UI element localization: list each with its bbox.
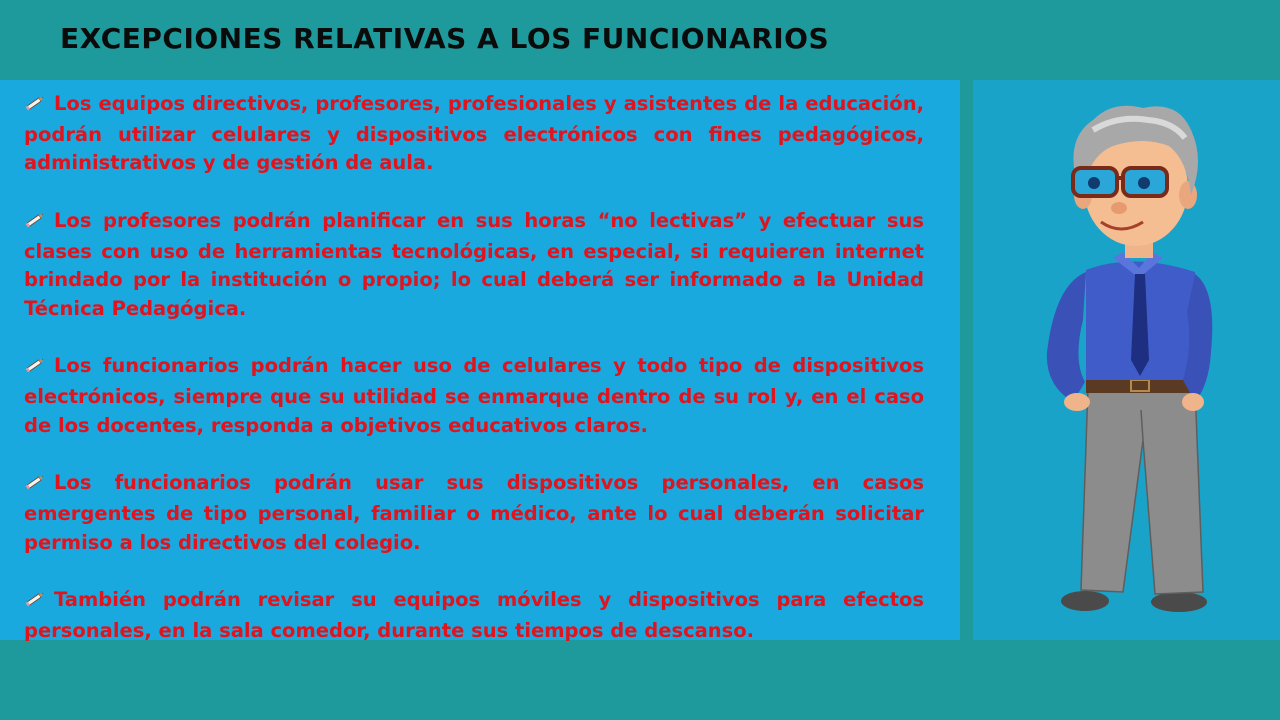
bullet-item — [24, 352, 924, 440]
bullet-item — [24, 469, 924, 557]
pencil-icon — [24, 92, 46, 121]
pencil-icon — [24, 471, 46, 500]
pencil-icon — [24, 354, 46, 383]
bullet-text: Los profesores podrán planificar en sus horas “no lectivas” y efectuar sus clases con uso de herramientas tecnológicas, en especial, si requieren internet brindado por la institución o propio; lo cual deberá ser informado a la Unidad Técnica Pedagógica. — [24, 208, 924, 320]
bullet-item — [24, 207, 924, 324]
bullet-text: Los equipos directivos, profesores, profesionales y asistentes de la educación, podrán utilizar celulares y dispositivos electrónicos con fines pedagógicos, administrativos y de gestión de aula. — [24, 92, 924, 175]
figure-panel — [973, 80, 1280, 640]
pencil-icon — [24, 588, 46, 617]
pencil-icon — [24, 209, 46, 238]
teacher-illustration — [973, 80, 1280, 640]
bullet-item — [24, 90, 924, 178]
bullet-text: Los funcionarios podrán hacer uso de celulares y todo tipo de dispositivos electrónicos, siempre que su utilidad se enmarque dentro de su rol y, en el caso de los docentes, responda a objetivos educativos claros. — [24, 354, 924, 437]
text-panel — [0, 80, 960, 640]
slide-title: EXCEPCIONES RELATIVAS A LOS FUNCIONARIOS — [60, 22, 830, 55]
bullet-text: Los funcionarios podrán usar sus dispositivos personales, en casos emergentes de tipo personal, familiar o médico, ante lo cual deberán solicitar permiso a los directivos del colegio. — [24, 471, 924, 554]
bullet-list — [24, 90, 924, 674]
bullet-text: También podrán revisar su equipos móviles y dispositivos para efectos personales, en la sala comedor, durante sus tiempos de descanso. — [24, 587, 924, 642]
bullet-item — [24, 586, 924, 645]
